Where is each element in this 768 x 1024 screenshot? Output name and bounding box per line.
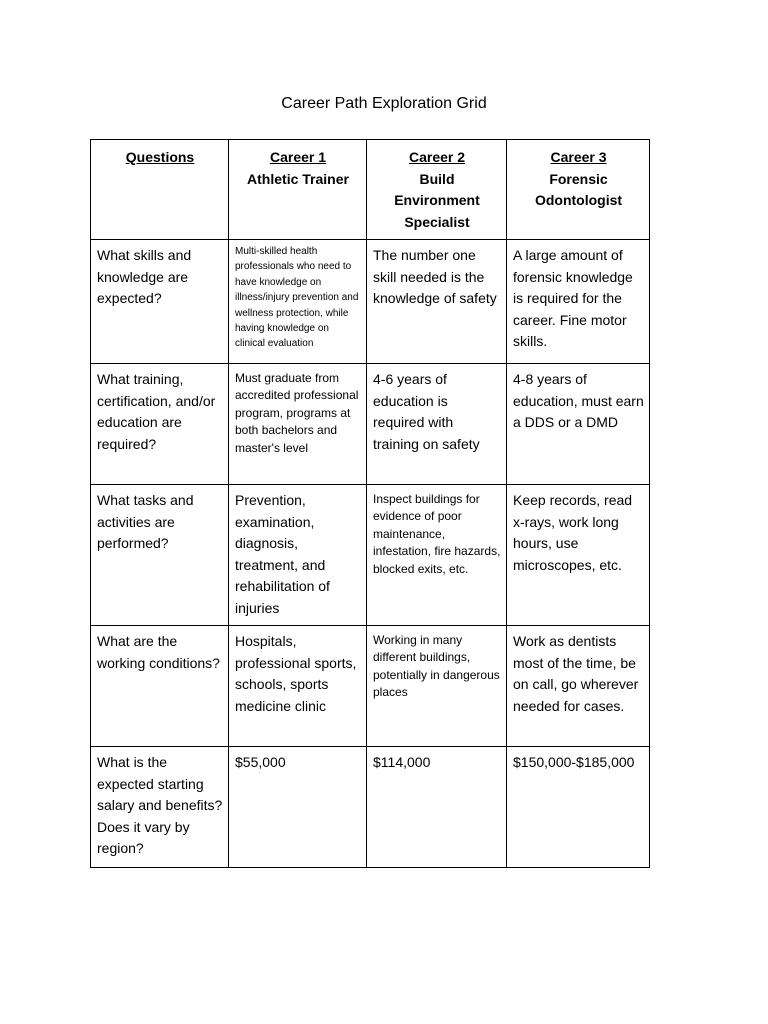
career-2-cell: Working in many different buildings, potentially in dangerous places (367, 626, 507, 747)
header-career-2-name: Build Environment Specialist (394, 170, 480, 230)
career-3-cell: $150,000-$185,000 (507, 747, 650, 868)
header-career-3-name: Forensic Odontologist (534, 170, 623, 208)
career-3-cell: Work as dentists most of the time, be on call, go wherever needed for cases. (507, 626, 650, 747)
question-cell: What skills and knowledge are expected? (91, 240, 229, 364)
header-career-1-name: Athletic Trainer (247, 170, 349, 187)
header-career-2-label: Career 2 (408, 149, 466, 165)
career-1-cell: Prevention, examination, diagnosis, treatment, and rehabilitation of injuries (229, 485, 367, 626)
career-1-cell: $55,000 (229, 747, 367, 868)
table-row (91, 364, 650, 485)
header-career-1 (229, 140, 367, 240)
table-row (91, 240, 650, 364)
career-grid-table (90, 139, 650, 868)
career-2-cell: The number one skill needed is the knowledge of safety (367, 240, 507, 364)
table-row (91, 747, 650, 868)
header-questions (91, 140, 229, 240)
career-3-cell: 4-8 years of education, must earn a DDS or a DMD (507, 364, 650, 485)
header-career-3-label: Career 3 (550, 149, 607, 165)
career-3-cell: Keep records, read x-rays, work long hours, use microscopes, etc. (507, 485, 650, 626)
career-1-cell: Must graduate from accredited professional program, programs at both bachelors and master's level (229, 364, 367, 485)
career-2-cell: $114,000 (367, 747, 507, 868)
question-cell: What tasks and activities are performed? (91, 485, 229, 626)
career-2-cell: Inspect buildings for evidence of poor maintenance, infestation, fire hazards, blocked exits, etc. (367, 485, 507, 626)
table-header-row (91, 140, 650, 240)
question-cell: What is the expected starting salary and benefits? Does it vary by region? (91, 747, 229, 868)
page-title: Career Path Exploration Grid (281, 95, 487, 112)
table-row (91, 485, 650, 626)
career-1-cell: Multi-skilled health professionals who need to have knowledge on illness/injury prevention and wellness protection, while having knowledge on clinical evaluation (229, 240, 367, 364)
question-cell: What are the working conditions? (91, 626, 229, 747)
career-2-cell: 4-6 years of education is required with training on safety (367, 364, 507, 485)
question-cell: What training, certification, and/or education are required? (91, 364, 229, 485)
table-row (91, 626, 650, 747)
career-3-cell: A large amount of forensic knowledge is required for the career. Fine motor skills. (507, 240, 650, 364)
header-career-1-label: Career 1 (269, 149, 327, 165)
header-career-2 (367, 140, 507, 240)
header-career-3 (507, 140, 650, 240)
career-1-cell: Hospitals, professional sports, schools, sports medicine clinic (229, 626, 367, 747)
header-questions-label: Questions (125, 149, 195, 165)
